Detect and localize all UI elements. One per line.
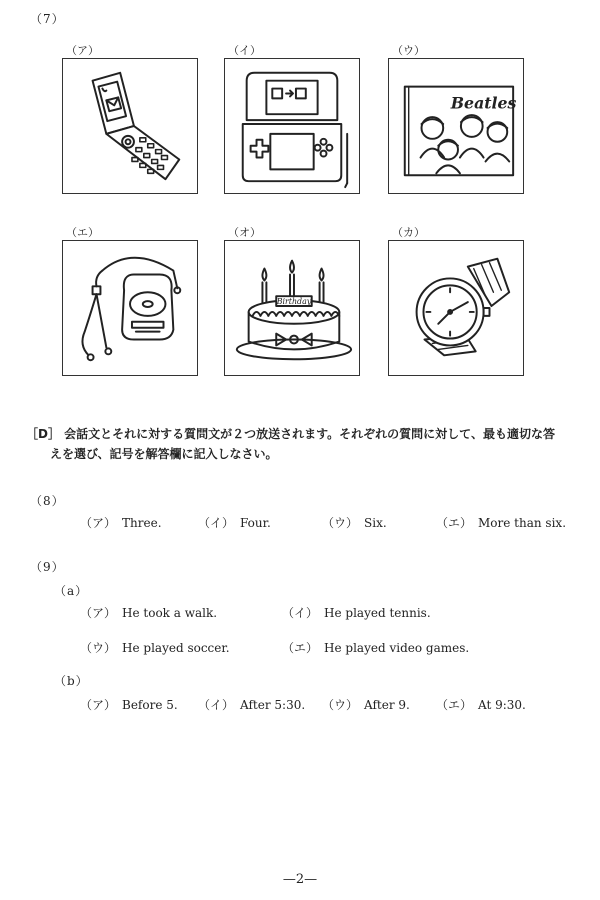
q9a-option-i: （イ） He played tennis. [282, 606, 431, 620]
q9b-option-a: （ア） Before 5. [80, 698, 178, 712]
q8-option-e: （エ） More than six. [436, 516, 567, 530]
question-7-number: （7） [30, 12, 65, 26]
question-9a-label: （a） [54, 584, 89, 598]
picture-label-u: （ウ） [392, 44, 425, 57]
q9a-option-u: （ウ） He played soccer. [80, 641, 230, 655]
handheld-game-console-icon [224, 58, 360, 194]
picture-label-e: （エ） [66, 226, 99, 239]
cd-player-icon [62, 240, 198, 376]
flip-phone-icon [62, 58, 198, 194]
birthday-cake-icon [224, 240, 360, 376]
picture-label-a: （ア） [66, 44, 99, 57]
cake-plate-text: Birthday [276, 297, 312, 307]
q9b-option-u: （ウ） After 9. [322, 698, 410, 712]
q8-option-u: （ウ） Six. [322, 516, 387, 530]
q9b-option-e: （エ） At 9:30. [436, 698, 526, 712]
q8-option-i: （イ） Four. [198, 516, 271, 530]
wristwatch-icon [388, 240, 524, 376]
beatles-album-icon [388, 58, 524, 194]
picture-label-i: （イ） [228, 44, 261, 57]
question-8-number: （8） [30, 494, 65, 508]
picture-label-ka: （カ） [392, 226, 425, 239]
page-number: —2— [282, 872, 318, 887]
question-9b-label: （b） [54, 674, 89, 688]
section-d-instruction-line1: ［D］ 会話文とそれに対する質問文が２つ放送されます。それぞれの質問に対して、最も適切な答 [26, 427, 555, 441]
album-title-text: Beatles [450, 93, 517, 113]
q9a-option-e: （エ） He played video games. [282, 641, 470, 655]
picture-label-o: （オ） [228, 226, 261, 239]
q8-option-a: （ア） Three. [80, 516, 162, 530]
q9a-option-a: （ア） He took a walk. [80, 606, 218, 620]
q9b-option-i: （イ） After 5:30. [198, 698, 306, 712]
question-9-number: （9） [30, 560, 65, 574]
section-d-instruction-line2: えを選び、記号を解答欄に記入しなさい。 [50, 447, 278, 461]
